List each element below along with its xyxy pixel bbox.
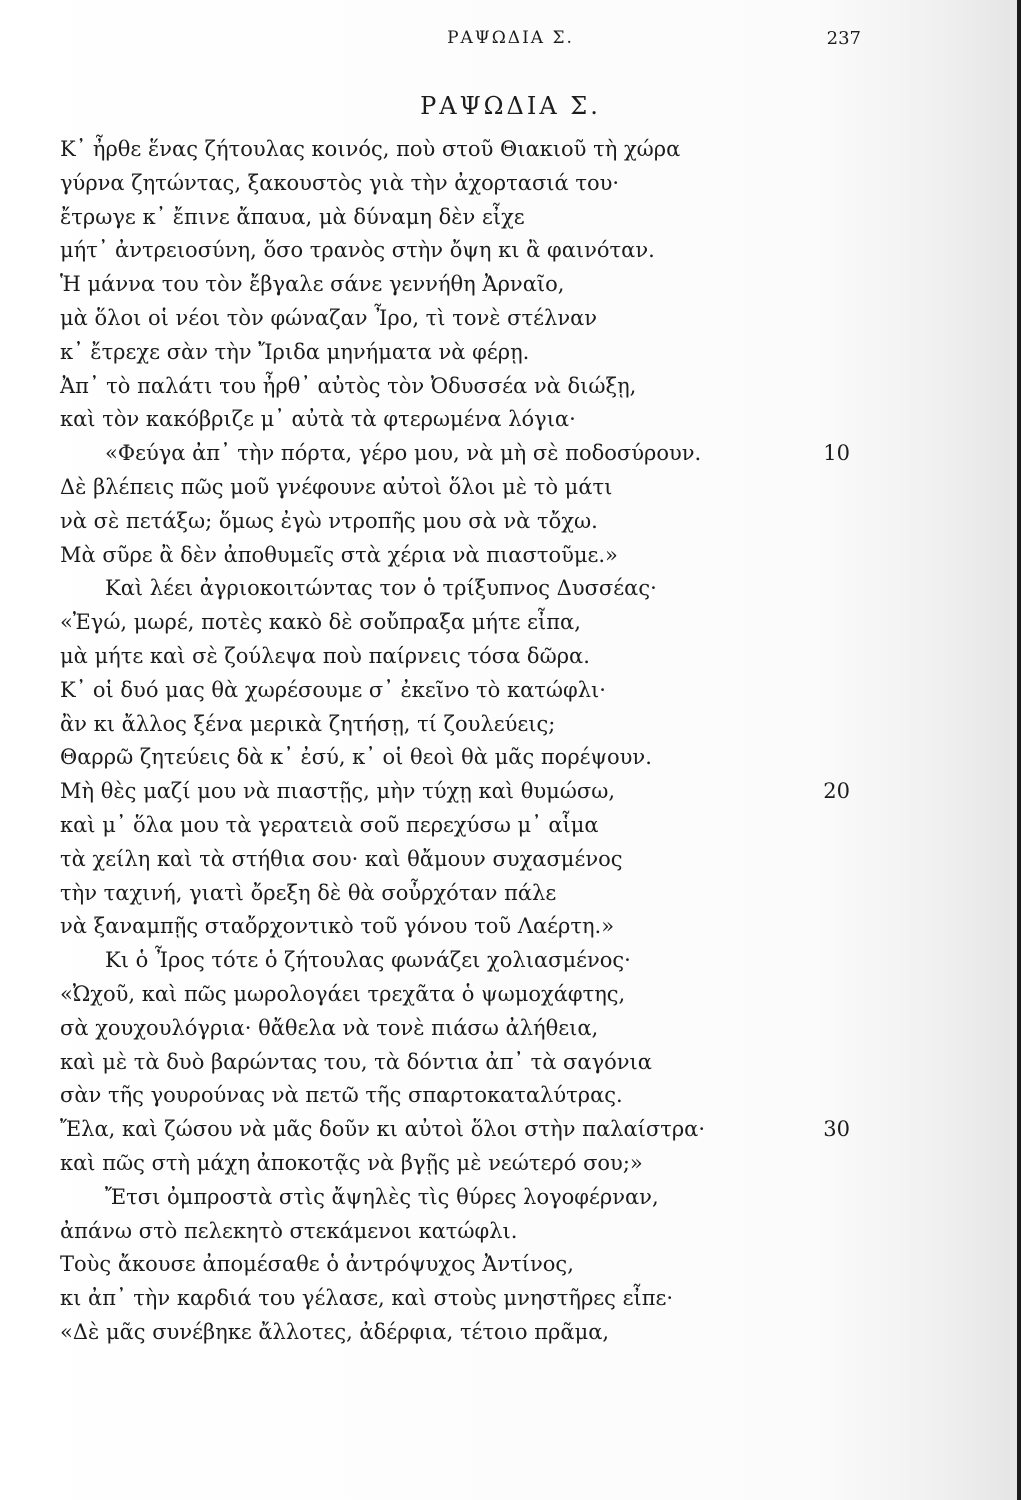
verse-line [60,877,850,911]
verse-text: Τοὺς ἄκουσε ἀπομέσαθε ὁ ἀντρόψυχος Ἀντίνος, [60,1252,574,1277]
verse-text: τὰ χείλη καὶ τὰ στήθια σου· καὶ θἄμουν συχασμένος [60,846,623,871]
verse-line [60,471,850,505]
page-header [0,28,1021,58]
verse-text: Μὴ θὲς μαζί μου νὰ πιαστῇς, μὴν τύχῃ καὶ θυμώσω, [60,779,616,804]
verse-text: κ᾽ ἔτρεχε σὰν τὴν Ἴριδα μηνήματα νὰ φέρῃ. [60,339,530,364]
line-number: 10 [823,441,850,466]
verse-line [60,167,850,201]
verse-line [60,370,850,404]
page-edge [1017,0,1021,1500]
verse-text: νὰ σὲ πετάξω; ὅμως ἐγὼ ντροπῆς μου σὰ νὰ τὄχω. [60,508,598,533]
verse-text: Κ᾽ ἦρθε ἕνας ζήτουλας κοινός, ποὺ στοῦ Θιακιοῦ τὴ χώρα [60,137,681,161]
verse-text: Ἀπ᾽ τὸ παλάτι του ἦρθ᾽ αὐτὸς τὸν Ὀδυσσέα νὰ διώξῃ, [60,373,637,398]
line-number: 30 [823,1117,850,1142]
verse-line [60,978,850,1012]
verse-text: σὰ χουχουλόγρια· θἄθελα νὰ τονὲ πιάσω ἀλήθεια, [60,1015,599,1040]
verse-line [60,539,850,573]
verse-line [60,1316,850,1350]
verse-line [60,1079,850,1113]
verse-line [60,741,850,775]
verse-text: Θαρρῶ ζητεύεις δὰ κ᾽ ἐσύ, κ᾽ οἱ θεοὶ θὰ μᾶς πορέψουν. [60,745,652,770]
page-number: 237 [826,28,861,49]
verse-line [60,1248,850,1282]
verse-line [60,1181,850,1215]
verse-text: καὶ πῶς στὴ μάχη ἀποκοτᾷς νὰ βγῇς μὲ νεώτερό σου;» [60,1150,643,1175]
verse-line [60,640,850,674]
verse-line [60,133,850,167]
verse-text: Δὲ βλέπεις πῶς μοῦ γνέφουνε αὐτοὶ ὅλοι μὲ τὸ μάτι [60,474,613,499]
verse-text: Κι ὁ Ἶρος τότε ὁ ζήτουλας φωνάζει χολιασμένος· [105,948,631,973]
verse-line [60,708,850,742]
verse-line [60,775,850,809]
verse-line [60,268,850,302]
verse-line [60,809,850,843]
verse-line [60,1147,850,1181]
verse-text: «Φεύγα ἀπ᾽ τὴν πόρτα, γέρο μου, νὰ μὴ σὲ ποδοσύρουν. [105,441,702,466]
running-head: ΡΑΨΩΔΙΑ Σ. [447,28,574,48]
verse-line [60,572,850,606]
chapter-title: ΡΑΨΩΔΙΑ Σ. [420,92,601,120]
verse-text: καὶ τὸν κακόβριζε μ᾽ αὐτὰ τὰ φτερωμένα λόγια· [60,407,576,432]
verse-line [60,234,850,268]
verse-text: κι ἀπ᾽ τὴν καρδιά του γέλασε, καὶ στοὺς μνηστῆρες εἶπε· [60,1286,674,1311]
verse-line [60,505,850,539]
verse-line [60,944,850,978]
verse-text: καὶ μὲ τὰ δυὸ βαρώντας του, τὰ δόντια ἀπ᾽ τὰ σαγόνια [60,1049,652,1074]
verse-line [60,201,850,235]
verse-text: Κ᾽ οἱ δυό μας θὰ χωρέσουμε σ᾽ ἐκεῖνο τὸ κατώφλι· [60,677,606,702]
verse-line [60,336,850,370]
verse-text: νὰ ξαναμπῇς σταὄρχοντικὸ τοῦ γόνου τοῦ Λαέρτη.» [60,914,615,939]
verse-line [60,1012,850,1046]
verse-text: ἂν κι ἄλλος ξένα μερικὰ ζητήσῃ, τί ζουλεύεις; [60,711,556,736]
verse-line [60,1282,850,1316]
verse-line [60,674,850,708]
verse-text: ἀπάνω στὸ πελεκητὸ στεκάμενοι κατώφλι. [60,1218,518,1243]
verse-line [60,1046,850,1080]
verse-line [60,910,850,944]
verse-text: Ἔτσι ὀμπροστὰ στὶς ἄψηλὲς τὶς θύρες λογοφέρναν, [105,1184,659,1209]
verse-line [60,843,850,877]
verse-text: γύρνα ζητώντας, ξακουστὸς γιὰ τὴν ἀχορτασιά του· [60,170,620,195]
verse-text: σὰν τῆς γουρούνας νὰ πετῶ τῆς σπαρτοκαταλύτρας. [60,1083,623,1108]
verse-text: ἔτρωγε κ᾽ ἔπινε ἄπαυα, μὰ δύναμη δὲν εἶχε [60,204,525,229]
verse-line [60,1113,850,1147]
verse-text: «Δὲ μᾶς συνέβηκε ἄλλοτες, ἀδέρφια, τέτοιο πρᾶμα, [60,1319,610,1344]
line-number: 20 [823,779,850,804]
verse-text: μὰ μήτε καὶ σὲ ζούλεψα ποὺ παίρνεις τόσα δῶρα. [60,643,590,668]
verse-text: «Ἐγώ, μωρέ, ποτὲς κακὸ δὲ σοὔπραξα μήτε εἶπα, [60,610,581,635]
verse-text: «Ὠχοῦ, καὶ πῶς μωρολογάει τρεχᾶτα ὁ ψωμοχάφτης, [60,981,626,1006]
verse-line [60,302,850,336]
verse-text: μήτ᾽ ἀντρειοσύνη, ὅσο τρανὸς στὴν ὄψη κι ἂ φαινόταν. [60,238,655,263]
verse-text: μὰ ὅλοι οἱ νέοι τὸν φώναζαν Ἶρο, τὶ τονὲ στέλναν [60,305,598,330]
verse-line [60,403,850,437]
verse-text: Καὶ λέει ἀγριοκοιτώντας τον ὁ τρίξυπνος Δυσσέας· [105,576,657,601]
verse-text: Ἡ μάννα του τὸν ἔβγαλε σάνε γεννήθη Ἀρναῖο, [60,272,565,297]
verse-text: τὴν ταχινή, γιατὶ ὄρεξη δὲ θὰ σοὖρχόταν πάλε [60,880,557,905]
verse-line [60,1215,850,1249]
verse-line [60,437,850,471]
verse-text: Ἔλα, καὶ ζώσου νὰ μᾶς δοῦν κι αὐτοὶ ὅλοι στὴν παλαίστρα· [60,1117,706,1142]
verse-text: καὶ μ᾽ ὅλα μου τὰ γερατειὰ σοῦ περεχύσω μ᾽ αἷμα [60,812,599,837]
verse-text: Μὰ σῦρε ἂ δὲν ἀποθυμεῖς στὰ χέρια νὰ πιαστοῦμε.» [60,542,618,567]
verse-block [60,133,850,1350]
verse-line [60,606,850,640]
